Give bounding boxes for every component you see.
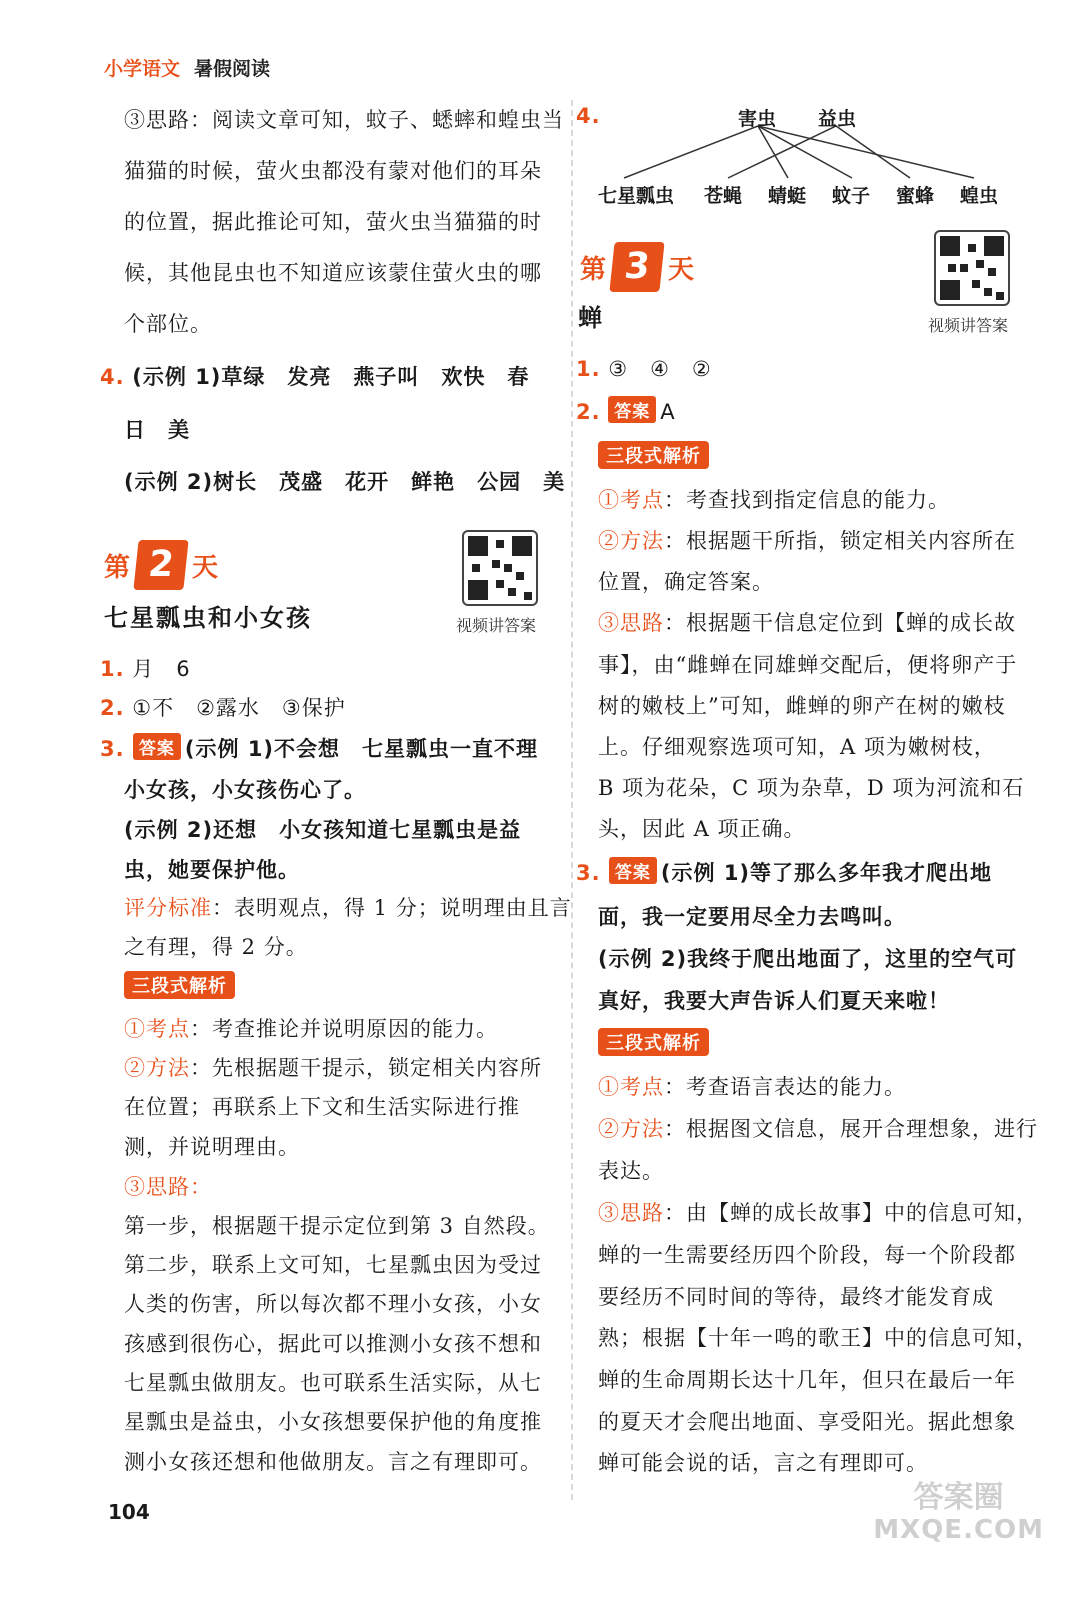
- d3-q3-sl-line-5: 蝉的生命周期长达十几年，但只在最后一年: [598, 1368, 1016, 1392]
- diagram-bottom-item: 蚊子: [832, 185, 871, 207]
- watermark-logo: [873, 1482, 1044, 1546]
- d3-sl-line-1: ：根据题干信息定位到【蝉的成长故: [664, 611, 1016, 635]
- d3-q3-line-1: (示例 1)等了那么多年我才爬出地: [660, 861, 993, 885]
- d3-sl-line-3: 树的嫩枝上”可知，雌蝉的卵产在树的嫩枝: [598, 694, 1006, 718]
- qr-code-day-2[interactable]: [462, 530, 538, 606]
- d3-q3-sl-line-4: 熟；根据【十年一鸣的歌王】中的信息可知，: [598, 1326, 1038, 1350]
- link-line: [728, 126, 836, 178]
- d3-q3-ff-line-1: ：根据图文信息，展开合理想象，进行: [664, 1117, 1038, 1141]
- d3-ff-line-1: ：根据题干所指，锁定相关内容所在: [664, 529, 1016, 553]
- d3-q2-kd: [598, 484, 950, 514]
- d2-kd-text: ：考查推论并说明原因的能力。: [190, 1017, 498, 1041]
- day-2-suffix: 天: [192, 553, 219, 583]
- diagram-bottom-item: 七星瓢虫: [598, 185, 675, 207]
- d3-sl-line-5: B 项为花朵，C 项为杂草，D 项为河流和石: [598, 776, 1025, 800]
- d2-ff: [124, 1052, 542, 1082]
- d2-step-2-line-1: 第二步，联系上文可知，七星瓢虫因为受过: [124, 1253, 542, 1277]
- d2-q2-answer: ①不 ②露水 ③保护: [132, 696, 346, 720]
- d3-sl-label: ③思路: [598, 611, 664, 635]
- qr-label-day-3: 视频讲答案: [928, 316, 1009, 335]
- d2-step-2-line-4: 七星瓢虫做朋友。也可联系生活实际，从七: [124, 1371, 542, 1395]
- prev-sl-line-2: 猫猫的时候，萤火虫都没有蒙对他们的耳朵: [124, 159, 542, 183]
- answer-badge: 答案: [608, 396, 656, 423]
- d3-q3-line-3: (示例 2)我终于爬出地面了，这里的空气可: [598, 947, 1018, 971]
- diagram-bottom-item: 蝗虫: [960, 185, 999, 207]
- d3-q3-sl-line-2: 蝉的一生需要经历四个阶段，每一个阶段都: [598, 1243, 1016, 1267]
- d3-q3-number: 3.: [576, 861, 601, 885]
- day-2-title: 七星瓢虫和小女孩: [104, 604, 312, 632]
- d3-q2-ff: [598, 525, 1016, 555]
- prev-q4-line-2: 日 美: [124, 418, 190, 442]
- d3-q3-ff-label: ②方法: [598, 1117, 664, 1141]
- d3-q3-kd: [598, 1071, 906, 1101]
- prev-sl-line-5: 个部位。: [124, 312, 212, 336]
- d3-q3-sl-label: ③思路: [598, 1201, 664, 1225]
- header-subject: 小学语文: [104, 58, 181, 80]
- link-line: [624, 126, 758, 178]
- d3-q3-ff-line-2: 表达。: [598, 1159, 664, 1183]
- d3-q2: [576, 396, 676, 424]
- d2-step-2-line-2: 人类的伤害，所以每次都不理小女孩，小女: [124, 1292, 542, 1316]
- watermark-title: 答案圈: [913, 1480, 1004, 1515]
- d2-step-2-line-5: 星瓢虫是益虫，小女孩想要保护他的角度推: [124, 1410, 542, 1434]
- d3-q3-line-2: 面，我一定要用尽全力去鸣叫。: [598, 905, 906, 929]
- prev-q4: [100, 361, 529, 391]
- day-2-heading: [104, 540, 218, 590]
- d3-q3-line-4: 真好，我要大声告诉人们夏天来啦！: [598, 989, 950, 1013]
- day-2-prefix: 第: [104, 553, 131, 583]
- diagram-bottom-item: 蜜蜂: [896, 185, 935, 207]
- d3-sl-line-2: 事】，由“雌蝉在同雄蝉交配后，便将卵产于: [598, 653, 1018, 677]
- d2-q1-answer: 月 6: [132, 657, 191, 681]
- running-header: [104, 54, 270, 81]
- day-2-number: 2: [133, 540, 188, 590]
- d3-q1-number: 1.: [576, 357, 601, 381]
- d2-q1-number: 1.: [100, 657, 125, 681]
- three-step-analysis-label: 三段式解析: [598, 1028, 709, 1056]
- watermark-url: MXQE.COM: [873, 1515, 1044, 1545]
- d2-step-2-line-6: 测小女孩还想和他做朋友。言之有理即可。: [124, 1450, 542, 1474]
- three-step-analysis-label: 三段式解析: [598, 441, 709, 469]
- scoring-line-1: ：表明观点，得 1 分；说明理由且言: [212, 896, 572, 920]
- page-number: 104: [108, 1500, 150, 1524]
- d2-ff-line-3: 测，并说明理由。: [124, 1135, 300, 1159]
- d2-step-2-line-3: 孩感到很伤心，据此可以推测小女孩不想和: [124, 1332, 542, 1356]
- d3-sl-line-6: 头，因此 A 项正确。: [598, 817, 806, 841]
- link-line: [758, 126, 852, 178]
- diagram-bottom-item: 苍蝇: [704, 185, 743, 207]
- three-step-analysis-label: 三段式解析: [124, 971, 235, 999]
- d3-q3-sl-line-6: 的夏天才会爬出地面、享受阳光。据此想象: [598, 1410, 1016, 1434]
- d2-q2: [100, 692, 346, 722]
- diagram-bottom-item: 蜻蜓: [768, 185, 807, 207]
- d3-q3-sl-line-1: ：由【蝉的成长故事】中的信息可知，: [664, 1201, 1038, 1225]
- prev-q4-line-1: (示例 1)草绿 发亮 燕子叫 欢快 春: [132, 365, 530, 389]
- d2-ff-line-2: 在位置；再联系上下文和生活实际进行推: [124, 1095, 520, 1119]
- diagram-top-pest: 害虫: [738, 108, 777, 130]
- d3-sl-line-4: 上。仔细观察选项可知，A 项为嫩树枝，: [598, 735, 996, 759]
- d2-sl-colon: ：: [190, 1175, 212, 1199]
- d2-q3: [100, 733, 538, 763]
- day-3-heading: [580, 242, 694, 292]
- answer-badge: 答案: [133, 733, 181, 760]
- d3-q3-sl: [598, 1197, 1038, 1227]
- day-3-title: 蝉: [578, 304, 604, 332]
- qr-label-day-2: 视频讲答案: [456, 616, 537, 635]
- qr-pattern: [464, 532, 536, 604]
- column-divider: [571, 100, 573, 1500]
- d3-kd-text: ：考查找到指定信息的能力。: [664, 488, 950, 512]
- d3-q2-answer: A: [660, 400, 676, 424]
- d2-step-1: 第一步，根据题干提示定位到第 3 自然段。: [124, 1214, 550, 1238]
- d3-q2-sl: [598, 607, 1016, 637]
- qr-code-day-3[interactable]: [934, 230, 1010, 306]
- link-line: [836, 126, 910, 178]
- d3-q3-sl-line-7: 蝉可能会说的话，言之有理即可。: [598, 1451, 928, 1475]
- d2-q3-line-1: (示例 1)不会想 七星瓢虫一直不理: [184, 737, 539, 761]
- prev-sl-line-1: ③思路：阅读文章可知，蚊子、蟋蟀和蝗虫当: [124, 108, 564, 132]
- d2-q3-line-4: 虫，她要保护他。: [124, 858, 300, 882]
- d3-q1: [576, 353, 712, 383]
- d3-q3-sl-line-3: 要经历不同时间的等待，最终才能发育成: [598, 1285, 994, 1309]
- d2-q3-number: 3.: [100, 737, 125, 761]
- day-3-prefix: 第: [580, 255, 607, 285]
- d3-q3-ff: [598, 1113, 1038, 1143]
- prev-sl-line-4: 候，其他昆虫也不知道应该蒙住萤火虫的哪: [124, 261, 542, 285]
- diagram-top-beneficial: 益虫: [818, 108, 857, 130]
- d2-q3-line-3: (示例 2)还想 小女孩知道七星瓢虫是益: [124, 818, 522, 842]
- prev-sl-line-3: 的位置，据此推论可知，萤火虫当猫猫的时: [124, 210, 542, 234]
- day-3-suffix: 天: [668, 255, 695, 285]
- header-book: 暑假阅读: [194, 58, 271, 80]
- scoring-line-2: 之有理，得 2 分。: [124, 935, 308, 959]
- d3-kd-label: ①考点: [598, 488, 664, 512]
- scoring-criteria: [124, 892, 572, 922]
- d3-q2-number: 2.: [576, 400, 601, 424]
- d2-q1: [100, 653, 191, 683]
- d2-q3-line-2: 小女孩，小女孩伤心了。: [124, 778, 366, 802]
- prev-q4-line-3: (示例 2)树长 茂盛 花开 鲜艳 公园 美: [124, 470, 566, 494]
- answer-badge: 答案: [609, 857, 657, 884]
- d2-ff-label: ②方法: [124, 1056, 190, 1080]
- d2-ff-line-1: ：先根据题干提示，锁定相关内容所: [190, 1056, 542, 1080]
- d3-ff-line-2: 位置，确定答案。: [598, 570, 774, 594]
- prev-q4-number: 4.: [100, 365, 125, 389]
- d2-sl-label: ③思路: [124, 1175, 190, 1199]
- link-line: [758, 126, 974, 178]
- right-q4-number: 4.: [576, 104, 601, 128]
- d2-kd: [124, 1013, 498, 1043]
- d2-q2-number: 2.: [100, 696, 125, 720]
- day-3-number: 3: [609, 242, 664, 292]
- d2-sl: [124, 1171, 212, 1201]
- d3-q1-answer: ③ ④ ②: [608, 357, 712, 381]
- d3-q3-kd-text: ：考查语言表达的能力。: [664, 1075, 906, 1099]
- d3-q3-kd-label: ①考点: [598, 1075, 664, 1099]
- scoring-label: 评分标准: [124, 896, 212, 920]
- d3-ff-label: ②方法: [598, 529, 664, 553]
- qr-pattern: [936, 232, 1008, 304]
- d3-q3: [576, 857, 992, 887]
- d2-kd-label: ①考点: [124, 1017, 190, 1041]
